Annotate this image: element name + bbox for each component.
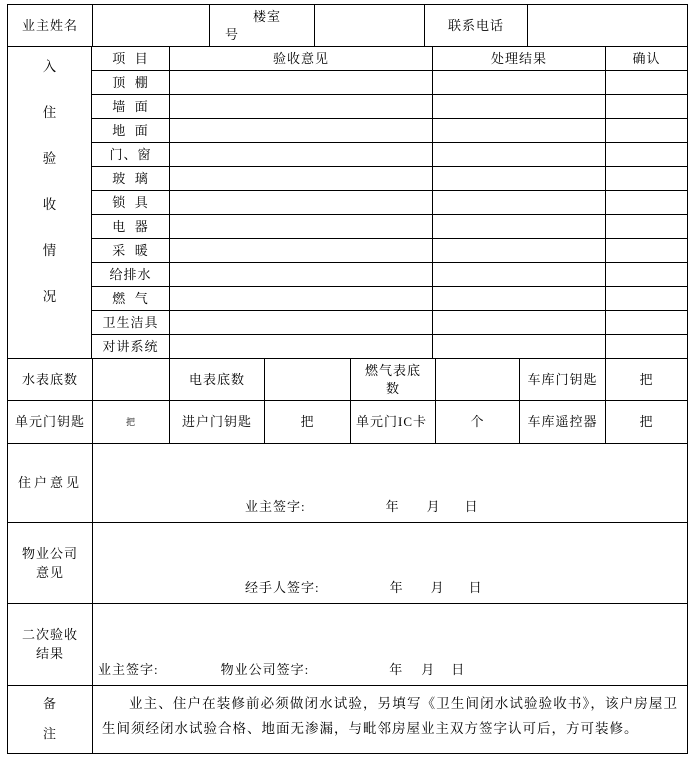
garage-key-label: 车库门钥匙 xyxy=(520,359,606,401)
item-label: 给排水 xyxy=(92,263,170,287)
confirm-cell[interactable] xyxy=(606,119,687,143)
item-label: 卫生洁具 xyxy=(92,311,170,335)
year-label: 年 xyxy=(389,580,404,596)
confirm-cell[interactable] xyxy=(606,287,687,311)
item-row-wall xyxy=(92,95,687,119)
year-label: 年 xyxy=(385,499,400,515)
phone-label: 联系电话 xyxy=(425,5,528,47)
item-label: 电 器 xyxy=(92,215,170,239)
section-char: 住 xyxy=(42,105,57,120)
garage-remote-label: 车库遥控器 xyxy=(520,401,606,444)
phone-field[interactable] xyxy=(528,5,687,47)
remarks-label-line1: 备 xyxy=(42,696,57,711)
confirm-cell[interactable] xyxy=(606,263,687,287)
result-cell[interactable] xyxy=(433,287,606,311)
col-header-confirm: 确认 xyxy=(606,47,687,71)
property-signature-line xyxy=(93,579,483,597)
confirm-cell[interactable] xyxy=(606,239,687,263)
result-cell[interactable] xyxy=(433,335,606,359)
month-label: 月 xyxy=(430,580,445,596)
water-meter-field[interactable] xyxy=(93,359,170,401)
result-cell[interactable] xyxy=(433,119,606,143)
ic-card-label-text: 单元门IC卡 xyxy=(356,414,428,430)
move-in-acceptance-form xyxy=(7,4,688,754)
item-row-glass xyxy=(92,167,687,191)
section-char: 入 xyxy=(42,59,57,74)
section-char: 况 xyxy=(42,289,57,304)
opinion-cell[interactable] xyxy=(170,335,433,359)
month-label: 月 xyxy=(426,499,441,515)
property-signature-label: 物业公司签字: xyxy=(220,662,310,678)
opinion-cell[interactable] xyxy=(170,167,433,191)
result-cell[interactable] xyxy=(433,167,606,191)
opinion-cell[interactable] xyxy=(170,119,433,143)
water-meter-label: 水表底数 xyxy=(8,359,93,401)
item-label: 地 面 xyxy=(92,119,170,143)
col-header-item: 项 目 xyxy=(92,47,170,71)
room-number-label-line2: 号 xyxy=(225,26,240,42)
property-opinion-label xyxy=(8,523,93,604)
keys-row xyxy=(8,401,687,444)
property-opinion-field[interactable] xyxy=(93,523,687,604)
handler-signature-label: 经手人签字: xyxy=(245,580,320,596)
item-label: 燃 气 xyxy=(92,287,170,311)
item-row-sanitary xyxy=(92,311,687,335)
gas-meter-field[interactable] xyxy=(436,359,520,401)
result-cell[interactable] xyxy=(433,215,606,239)
item-label: 对讲系统 xyxy=(92,335,170,359)
item-label: 门、窗 xyxy=(92,143,170,167)
day-label: 日 xyxy=(451,662,466,678)
item-label: 采 暖 xyxy=(92,239,170,263)
identity-row xyxy=(8,5,687,47)
gas-meter-label xyxy=(351,359,436,401)
result-cell[interactable] xyxy=(433,239,606,263)
section-char: 收 xyxy=(42,197,57,212)
col-header-opinion: 验收意见 xyxy=(170,47,433,71)
item-label: 顶 棚 xyxy=(92,71,170,95)
unit-door-key-unit: 把 xyxy=(93,401,170,444)
second-acceptance-label-line2: 结果 xyxy=(35,646,64,661)
owner-signature-label: 业主签字: xyxy=(245,499,306,515)
opinion-cell[interactable] xyxy=(170,191,433,215)
ic-card-label xyxy=(351,401,436,444)
gas-meter-label-text: 燃气表底数 xyxy=(364,362,421,396)
opinion-cell[interactable] xyxy=(170,239,433,263)
item-row-doors-windows xyxy=(92,143,687,167)
remarks-section xyxy=(8,686,687,753)
item-label: 墙 面 xyxy=(92,95,170,119)
inspection-section xyxy=(8,47,687,359)
section-char: 情 xyxy=(42,243,57,258)
year-label: 年 xyxy=(389,662,404,678)
item-row-heating xyxy=(92,239,687,263)
opinion-cell[interactable] xyxy=(170,95,433,119)
garage-key-unit: 把 xyxy=(606,359,687,401)
property-opinion-section xyxy=(8,523,687,604)
meter-readings-row xyxy=(8,359,687,401)
electric-meter-field[interactable] xyxy=(265,359,351,401)
inspection-header-row xyxy=(92,47,687,71)
day-label: 日 xyxy=(464,499,479,515)
room-number-label xyxy=(210,5,315,47)
result-cell[interactable] xyxy=(433,95,606,119)
resident-opinion-field[interactable] xyxy=(93,444,687,523)
remarks-label-line2: 注 xyxy=(42,726,57,742)
resident-opinion-label: 住户意见 xyxy=(8,444,93,523)
owner-name-field[interactable] xyxy=(93,5,210,47)
resident-opinion-section xyxy=(8,444,687,523)
item-row-locks xyxy=(92,191,687,215)
result-cell[interactable] xyxy=(433,143,606,167)
month-label: 月 xyxy=(421,662,436,678)
owner-signature-label: 业主签字: xyxy=(98,662,159,678)
section-char: 验 xyxy=(42,151,57,166)
confirm-cell[interactable] xyxy=(606,215,687,239)
second-acceptance-label xyxy=(8,604,93,686)
confirm-cell[interactable] xyxy=(606,191,687,215)
opinion-cell[interactable] xyxy=(170,311,433,335)
opinion-cell[interactable] xyxy=(170,143,433,167)
second-acceptance-label-line1: 二次验收 xyxy=(21,627,78,643)
electric-meter-label: 电表底数 xyxy=(170,359,265,401)
second-signature-line xyxy=(93,661,465,679)
item-label: 玻 璃 xyxy=(92,167,170,191)
item-row-ceiling xyxy=(92,71,687,95)
owner-name-label: 业主姓名 xyxy=(8,5,93,47)
item-row-intercom xyxy=(92,335,687,359)
confirm-cell[interactable] xyxy=(606,143,687,167)
unit-door-key-label: 单元门钥匙 xyxy=(8,401,93,444)
result-cell[interactable] xyxy=(433,311,606,335)
room-number-field[interactable] xyxy=(315,5,425,47)
remarks-text: 业主、住户在装修前必须做闭水试验，另填写《卫生间闭水试验验收书》，该户房屋卫生间须经闭水试验合格、地面无渗漏，与毗邻房屋业主双方签字认可后，方可装修。 xyxy=(102,696,678,736)
remarks-text-cell xyxy=(93,686,687,753)
room-number-label-line1: 楼室 xyxy=(252,8,281,24)
entry-door-key-label: 进户门钥匙 xyxy=(170,401,265,444)
opinion-cell[interactable] xyxy=(170,215,433,239)
item-row-floor xyxy=(92,119,687,143)
remarks-label xyxy=(8,686,93,753)
resident-signature-line xyxy=(93,498,479,516)
col-header-result: 处理结果 xyxy=(433,47,606,71)
ic-card-unit: 个 xyxy=(436,401,520,444)
entry-door-key-unit: 把 xyxy=(265,401,351,444)
inspection-section-label xyxy=(8,47,92,359)
item-row-water-drainage xyxy=(92,263,687,287)
item-label: 锁 具 xyxy=(92,191,170,215)
day-label: 日 xyxy=(468,580,483,596)
result-cell[interactable] xyxy=(433,191,606,215)
opinion-cell[interactable] xyxy=(170,263,433,287)
item-row-electrical xyxy=(92,215,687,239)
inspection-grid xyxy=(92,47,687,359)
confirm-cell[interactable] xyxy=(606,335,687,359)
confirm-cell[interactable] xyxy=(606,167,687,191)
second-acceptance-field[interactable] xyxy=(93,604,687,686)
property-opinion-label-line1: 物业公司 xyxy=(21,545,78,561)
opinion-cell[interactable] xyxy=(170,287,433,311)
result-cell[interactable] xyxy=(433,71,606,95)
confirm-cell[interactable] xyxy=(606,71,687,95)
second-acceptance-section xyxy=(8,604,687,686)
confirm-cell[interactable] xyxy=(606,95,687,119)
confirm-cell[interactable] xyxy=(606,311,687,335)
garage-remote-unit: 把 xyxy=(606,401,687,444)
opinion-cell[interactable] xyxy=(170,71,433,95)
item-row-gas xyxy=(92,287,687,311)
result-cell[interactable] xyxy=(433,263,606,287)
property-opinion-label-line2: 意见 xyxy=(35,564,64,580)
